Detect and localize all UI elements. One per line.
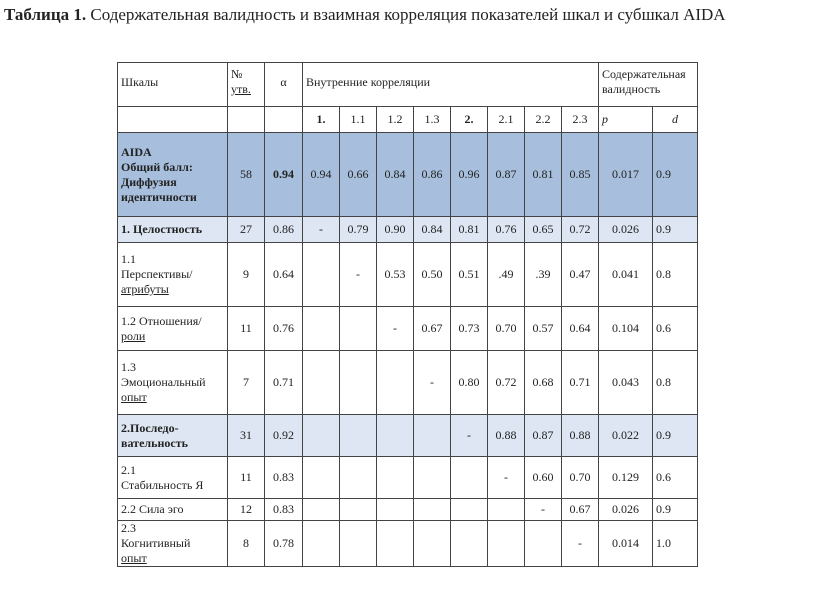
correlation-cell [340, 499, 377, 521]
correlation-cell: 0.57 [525, 307, 562, 351]
correlation-cell: 0.94 [303, 133, 340, 217]
correlation-table [117, 62, 698, 567]
correlation-cell: - [525, 499, 562, 521]
correlation-cell: 0.76 [488, 217, 525, 243]
correlation-cell [340, 351, 377, 415]
item-count: 9 [228, 243, 265, 307]
correlation-cell [377, 521, 414, 567]
correlation-cell: 0.65 [525, 217, 562, 243]
d-value: 0.9 [653, 133, 698, 217]
p-value: 0.017 [599, 133, 653, 217]
item-count: 27 [228, 217, 265, 243]
d-value: 0.9 [653, 217, 698, 243]
item-count: 58 [228, 133, 265, 217]
table-row [118, 499, 698, 521]
table-row [118, 521, 698, 567]
correlation-cell: 0.72 [562, 217, 599, 243]
d-value: 0.9 [653, 499, 698, 521]
correlation-cell: 0.81 [525, 133, 562, 217]
d-value: 0.6 [653, 307, 698, 351]
correlation-cell: - [303, 217, 340, 243]
correlation-cell: 0.86 [414, 133, 451, 217]
col-1-3: 1.3 [414, 107, 451, 133]
correlation-cell [414, 499, 451, 521]
item-count: 8 [228, 521, 265, 567]
alpha-value: 0.83 [265, 457, 303, 499]
correlation-cell: - [414, 351, 451, 415]
col-d: d [653, 107, 698, 133]
table-row [118, 457, 698, 499]
correlation-cell: - [451, 415, 488, 457]
table-caption [4, 3, 816, 27]
subheader-empty [228, 107, 265, 133]
p-value: 0.043 [599, 351, 653, 415]
table-row [118, 133, 698, 217]
table-row [118, 243, 698, 307]
correlation-cell: - [377, 307, 414, 351]
col-1-1: 1.1 [340, 107, 377, 133]
alpha-header: α [265, 63, 303, 107]
content-validity-header: Содержательная валидность [599, 63, 698, 107]
correlation-cell [340, 521, 377, 567]
correlation-cell [377, 415, 414, 457]
correlation-cell: 0.50 [414, 243, 451, 307]
correlation-cell [451, 499, 488, 521]
alpha-value: 0.94 [265, 133, 303, 217]
correlation-cell: .39 [525, 243, 562, 307]
subheader-empty [118, 107, 228, 133]
scales-header: Шкалы [118, 63, 228, 107]
correlation-cell [303, 351, 340, 415]
correlation-cell: 0.67 [414, 307, 451, 351]
correlation-cell [377, 457, 414, 499]
table-row [118, 415, 698, 457]
correlation-cell [377, 351, 414, 415]
correlation-cell: 0.71 [562, 351, 599, 415]
col-2-3: 2.3 [562, 107, 599, 133]
col-2-1: 2.1 [488, 107, 525, 133]
correlation-cell: 0.87 [488, 133, 525, 217]
scale-name: AIDA Общий балл: Диффузия идентичности [118, 133, 228, 217]
correlation-cell: 0.88 [488, 415, 525, 457]
correlation-cell: 0.67 [562, 499, 599, 521]
correlation-cell: - [562, 521, 599, 567]
caption-label: Таблица 1. [4, 5, 87, 24]
correlation-cell [303, 307, 340, 351]
correlation-cell: 0.64 [562, 307, 599, 351]
item-count: 12 [228, 499, 265, 521]
alpha-value: 0.86 [265, 217, 303, 243]
subheader-empty [265, 107, 303, 133]
alpha-value: 0.78 [265, 521, 303, 567]
scale-name: 2.1 Стабильность Я [118, 457, 228, 499]
internal-correlations-header: Внутренние корреляции [303, 63, 599, 107]
col-p: p [599, 107, 653, 133]
correlation-cell: 0.51 [451, 243, 488, 307]
alpha-value: 0.76 [265, 307, 303, 351]
correlation-cell [414, 521, 451, 567]
correlation-cell: 0.47 [562, 243, 599, 307]
correlation-cell: 0.72 [488, 351, 525, 415]
correlation-cell [451, 521, 488, 567]
p-value: 0.104 [599, 307, 653, 351]
correlation-cell: 0.90 [377, 217, 414, 243]
alpha-value: 0.92 [265, 415, 303, 457]
correlation-cell: .49 [488, 243, 525, 307]
correlation-cell: - [340, 243, 377, 307]
correlation-cell: 0.81 [451, 217, 488, 243]
col-2: 2. [451, 107, 488, 133]
header-row [118, 63, 698, 107]
correlation-cell [488, 521, 525, 567]
correlation-cell [303, 521, 340, 567]
correlation-cell: - [488, 457, 525, 499]
col-2-2: 2.2 [525, 107, 562, 133]
scale-name: 2.2 Сила эго [118, 499, 228, 521]
correlation-cell: 0.68 [525, 351, 562, 415]
scale-name: 1.2 Отношения/ роли [118, 307, 228, 351]
correlation-cell [488, 499, 525, 521]
correlation-cell [340, 307, 377, 351]
alpha-value: 0.71 [265, 351, 303, 415]
d-value: 1.0 [653, 521, 698, 567]
d-value: 0.8 [653, 351, 698, 415]
correlation-cell: 0.60 [525, 457, 562, 499]
correlation-cell [414, 415, 451, 457]
item-count: 11 [228, 457, 265, 499]
correlation-cell [340, 457, 377, 499]
p-value: 0.022 [599, 415, 653, 457]
col-1-2: 1.2 [377, 107, 414, 133]
correlation-cell: 0.84 [377, 133, 414, 217]
correlation-cell [303, 499, 340, 521]
correlation-cell: 0.70 [488, 307, 525, 351]
correlation-cell: 0.80 [451, 351, 488, 415]
d-value: 0.8 [653, 243, 698, 307]
correlation-cell [525, 521, 562, 567]
num-items-header: № утв. [228, 63, 265, 107]
item-count: 11 [228, 307, 265, 351]
scale-name: 1.3 Эмоциональный опыт [118, 351, 228, 415]
correlation-cell: 0.73 [451, 307, 488, 351]
scale-name: 1.1 Перспективы/ атрибуты [118, 243, 228, 307]
table-row [118, 351, 698, 415]
correlation-cell [303, 243, 340, 307]
scale-name: 2.Последо- вательность [118, 415, 228, 457]
d-value: 0.6 [653, 457, 698, 499]
alpha-value: 0.64 [265, 243, 303, 307]
correlation-cell: 0.70 [562, 457, 599, 499]
p-value: 0.014 [599, 521, 653, 567]
correlation-cell: 0.85 [562, 133, 599, 217]
item-count: 7 [228, 351, 265, 415]
d-value: 0.9 [653, 415, 698, 457]
correlation-cell: 0.66 [340, 133, 377, 217]
correlation-cell: 0.96 [451, 133, 488, 217]
item-count: 31 [228, 415, 265, 457]
col-1: 1. [303, 107, 340, 133]
scale-name: 2.3 Когнитивный опыт [118, 521, 228, 567]
correlation-cell [451, 457, 488, 499]
scale-name: 1. Целостность [118, 217, 228, 243]
table-row [118, 307, 698, 351]
caption-text: Содержательная валидность и взаимная корреляция показателей шкал и субшкал AIDA [86, 5, 726, 24]
correlation-cell [303, 457, 340, 499]
correlation-cell [340, 415, 377, 457]
alpha-value: 0.83 [265, 499, 303, 521]
correlation-cell: 0.79 [340, 217, 377, 243]
correlation-cell [414, 457, 451, 499]
p-value: 0.129 [599, 457, 653, 499]
subheader-row [118, 107, 698, 133]
correlation-cell: 0.88 [562, 415, 599, 457]
p-value: 0.041 [599, 243, 653, 307]
p-value: 0.026 [599, 217, 653, 243]
table-row [118, 217, 698, 243]
correlation-cell: 0.53 [377, 243, 414, 307]
correlation-cell [303, 415, 340, 457]
correlation-cell: 0.87 [525, 415, 562, 457]
correlation-cell: 0.84 [414, 217, 451, 243]
correlation-cell [377, 499, 414, 521]
p-value: 0.026 [599, 499, 653, 521]
